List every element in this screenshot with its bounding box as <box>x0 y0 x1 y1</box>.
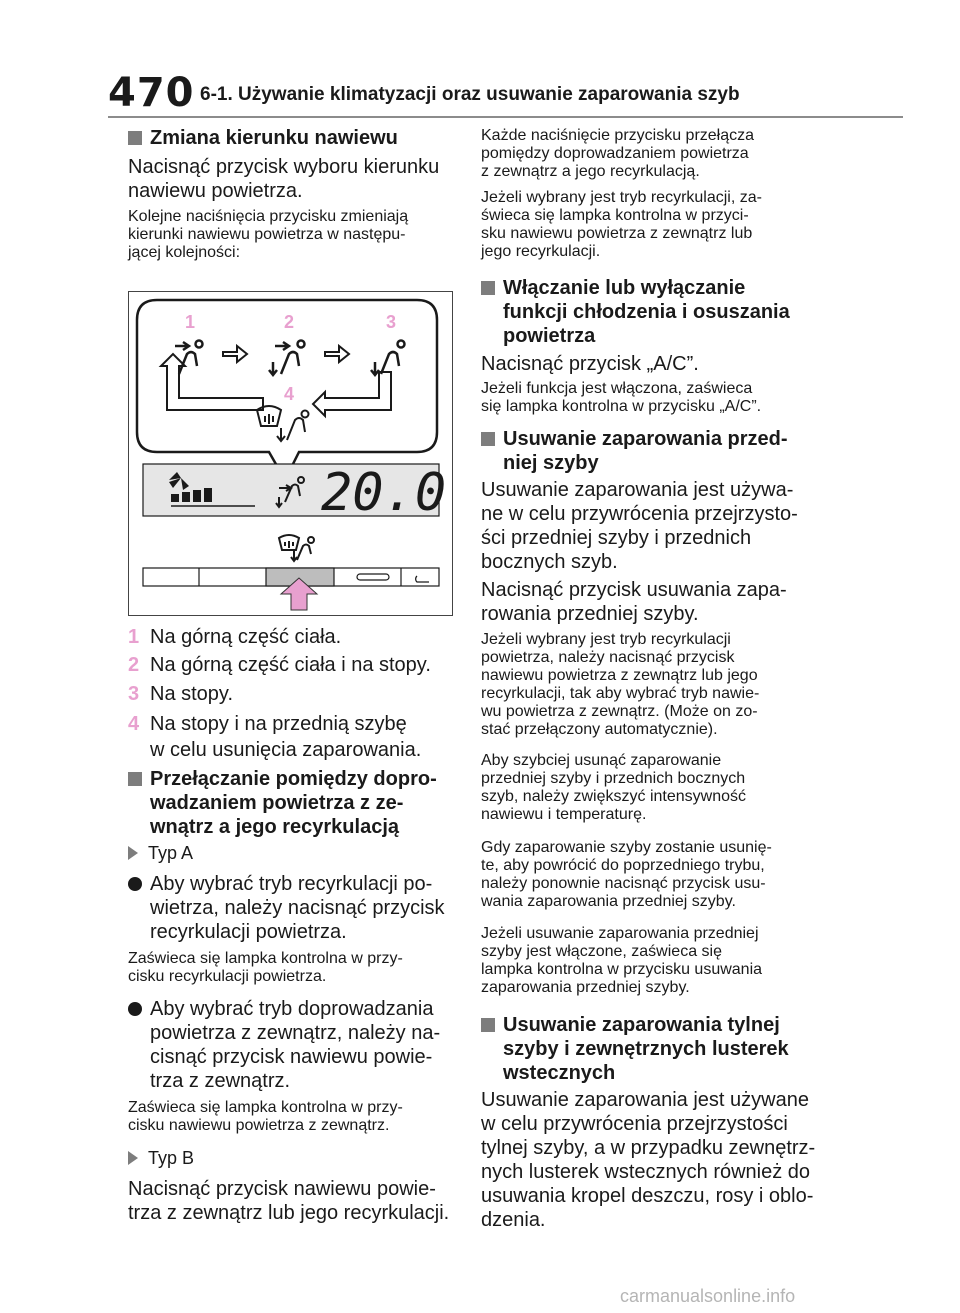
round-bullet-icon <box>128 1002 142 1016</box>
triangle-bullet-icon <box>128 1151 138 1165</box>
paragraph-front-defrost: Usuwanie zaparowania jest używa- ne w celu przywrócenia przejrzysto- ści przedniej szyby i przednich bocznych szyb. <box>481 479 798 573</box>
note-toggle: Każde naciśnięcie przycisku przełącza pomiędzy doprowadzaniem powietrza z zewnątrz a jego recyrkulacją. <box>481 127 755 180</box>
note-outside-air-lamp: Zaświeca się lampka kontrolna w przy- cisku nawiewu powietrza z zewnątrz. <box>128 1099 403 1134</box>
list-item: 4 Na stopy i na przednią szybę w celu usunięcia zaparowania. <box>128 713 422 761</box>
airflow-mode-figure <box>128 291 453 616</box>
section-title: 6-1. Używanie klimatyzacji oraz usuwanie zaparowania szyb <box>200 84 740 105</box>
bullet-outside-air: Aby wybrać tryb doprowadzania powietrza z zewnątrz, należy na- cisnąć przycisk nawiewu powie- trza z zewnątrz. <box>128 997 440 1093</box>
defrost-icon <box>279 535 314 561</box>
note-ac-lamp: Jeżeli funkcja jest włączona, zaświeca się lampka kontrolna w przycisku „A/C”. <box>481 380 762 415</box>
paragraph-ac: Nacisnąć przycisk „A/C”. <box>481 353 699 375</box>
temperature-display: 20.0 <box>321 463 447 523</box>
note-defrost-faster: Aby szybciej usunąć zaparowanie przedniej szyby i przednich bocznych szyb, należy zwiększyć intensywność nawiewu i temperaturę. <box>481 752 746 823</box>
paragraph-press-defrost: Nacisnąć przycisk usuwania zapa- rowania przedniej szyby. <box>481 579 787 625</box>
heading-front-defrost: Usuwanie zaparowania przed- niej szyby <box>481 427 788 475</box>
type-a-label: Typ A <box>128 843 193 864</box>
heading-recirculation: Przełączanie pomiędzy dopro- wadzaniem powietrza z ze- wnątrz a jego recyrkulacją <box>128 767 437 839</box>
heading-ac: Włączanie lub wyłączanie funkcji chłodzenia i osuszania powietrza <box>481 276 790 348</box>
heading-rear-defrost: Usuwanie zaparowania tylnej szyby i zewnętrznych lusterek wstecznych <box>481 1013 789 1085</box>
mode-label-1: 1 <box>185 312 196 332</box>
page-header <box>0 0 960 118</box>
mode-label-3: 3 <box>386 312 397 332</box>
square-bullet-icon <box>128 772 142 786</box>
paragraph-type-b: Nacisnąć przycisk nawiewu powie- trza z zewnątrz lub jego recyrkulacji. <box>128 1178 450 1224</box>
header-rule <box>108 116 903 118</box>
paragraph-airflow: Nacisnąć przycisk wyboru kierunku nawiewu powietrza. <box>128 156 440 202</box>
bullet-recirculation: Aby wybrać tryb recyrkulacji po- wietrza, należy nacisnąć przycisk recyrkulacji powietrza. <box>128 872 445 944</box>
list-item: 3 Na stopy. <box>128 683 233 705</box>
square-bullet-icon <box>481 432 495 446</box>
mode-label-2: 2 <box>284 312 295 332</box>
note-airflow-sequence: Kolejne naciśnięcia przycisku zmieniają kierunki nawiewu powietrza w następu- jącej kolejności: <box>128 208 409 261</box>
page-number: 470 <box>108 70 195 116</box>
type-b-label: Typ B <box>128 1148 194 1169</box>
square-bullet-icon <box>481 281 495 295</box>
triangle-bullet-icon <box>128 846 138 860</box>
note-defrost-return: Gdy zaparowanie szyby zostanie usunię- te, aby powrócić do poprzedniego trybu, należy ponownie nacisnąć przycisk usu- wania zaparowania przedniej szyby. <box>481 839 772 910</box>
note-defrost-recirculation: Jeżeli wybrany jest tryb recyrkulacji powietrza, należy nacisnąć przycisk nawiewu powietrza z zewnątrz lub jego recyrkulacji, tak aby wybrać tryb nawie- wu powietrza z zewnątrz. (Może on zo- stać przełączony automatycznie). <box>481 631 760 738</box>
watermark: carmanualsonline.info <box>620 1286 796 1306</box>
heading-airflow-direction: Zmiana kierunku nawiewu <box>128 126 398 150</box>
list-item: 2 Na górną część ciała i na stopy. <box>128 654 431 676</box>
list-item: 1 Na górną część ciała. <box>128 626 342 648</box>
note-defrost-lamp: Jeżeli usuwanie zaparowania przedniej szyby jest włączone, zaświeca się lampka kontrolna w przycisku usuwania zaparowania przedniej szyby. <box>481 925 763 996</box>
mode-label-4: 4 <box>284 384 295 404</box>
square-bullet-icon <box>128 131 142 145</box>
round-bullet-icon <box>128 877 142 891</box>
note-recirculation-lamp: Zaświeca się lampka kontrolna w przy- cisku recyrkulacji powietrza. <box>128 950 403 985</box>
paragraph-rear-defrost: Usuwanie zaparowania jest używane w celu przywrócenia przejrzystości tylnej szyby, a w przypadku zewnętrz- nych lusterek wstecznych również do usuwania kropel deszczu, rosy i oblo- dzenia. <box>481 1089 816 1231</box>
square-bullet-icon <box>481 1018 495 1032</box>
note-recirculation-selected: Jeżeli wybrany jest tryb recyrkulacji, za- świeca się lampka kontrolna w przyci- sku nawiewu powietrza z zewnątrz lub jego recyrkulacji. <box>481 189 762 260</box>
